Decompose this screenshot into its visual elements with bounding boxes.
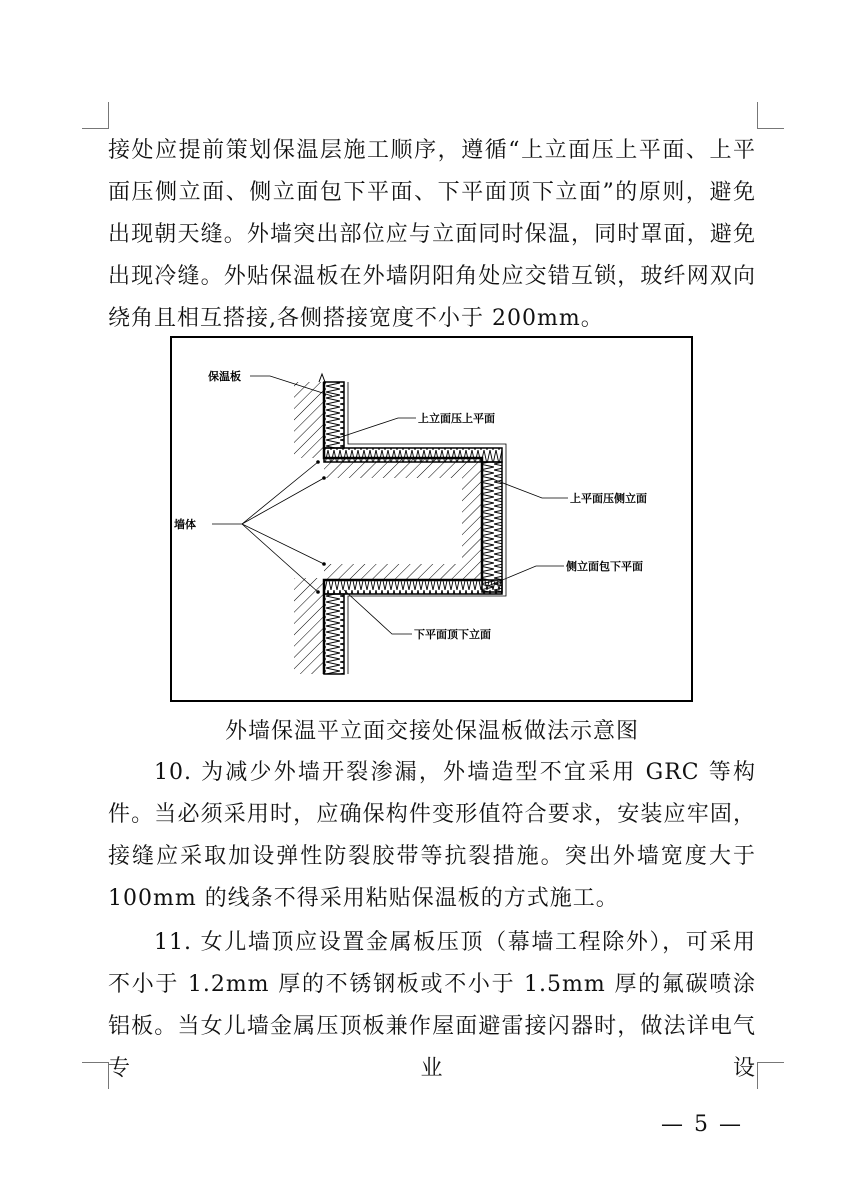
- leader-upper-vertical: [338, 418, 416, 438]
- leader-wall-1: [212, 462, 318, 524]
- page-number: — 5 —: [661, 1112, 743, 1137]
- crop-mark-top-left: [82, 102, 109, 129]
- label-wall-body: 墙体: [174, 518, 196, 531]
- break-mark: [319, 374, 325, 382]
- label-upper-horizontal: 上平面压侧立面: [570, 492, 647, 505]
- label-side-vertical: 侧立面包下平面: [566, 560, 643, 573]
- leader-wall-3: [242, 524, 324, 564]
- insulation-upper-horizontal: [324, 448, 502, 462]
- wall-hatch-upper: [294, 382, 324, 458]
- crop-mark-top-right: [757, 102, 784, 129]
- insulation-lower-horizontal: [324, 580, 502, 594]
- crop-mark-bottom-left: [82, 1062, 109, 1089]
- crop-mark-bottom-right: [757, 1062, 784, 1089]
- insulation-lower-vertical: [324, 594, 344, 674]
- projection-hatch: [324, 458, 482, 580]
- insulation-upper-vertical: [324, 382, 344, 448]
- leader-lower-horizontal: [344, 590, 412, 634]
- paragraph-item-11: 11. 女儿墙顶应设置金属板压顶（幕墙工程除外），可采用不小于 1.2mm 厚的不锈钢板或不小于 1.5mm 厚的氟碳喷涂铝板。当女儿墙金属压顶板兼作屋面避雷接闪器时，做法详电气专业设: [108, 930, 756, 1081]
- leader-wall-2: [242, 478, 324, 524]
- paragraph-item-10: 10. 为减少外墙开裂渗漏，外墙造型不宜采用 GRC 等构件。当必须采用时，应确保构件变形值符合要求，安装应牢固，接缝应采取加设弹性防裂胶带等抗裂措施。突出外墙宽度大于 100mm 的线条不得采用粘贴保温板的方式施工。: [108, 760, 756, 911]
- paragraph-construction-sequence: 接处应提前策划保温层施工顺序，遵循“上立面压上平面、上平面压侧立面、侧立面包下平面、下平面顶下立面”的原则，避免出现朝天缝。外墙突出部位应与立面同时保温，同时罩面，避免出现冷缝。外贴保温板在外墙阴阳角处应交错互锁，玻纤网双向绕角且相互搭接,各侧搭接宽度不小于 200mm。: [108, 138, 756, 331]
- label-lower-horizontal: 下平面顶下立面: [414, 628, 491, 641]
- figure-caption: 外墙保温平立面交接处保温板做法示意图: [224, 719, 639, 744]
- insulation-junction-figure: [170, 336, 693, 702]
- label-upper-vertical: 上立面压上平面: [418, 412, 495, 425]
- label-insulation-board: 保温板: [208, 370, 241, 383]
- leader-wall-4: [242, 524, 318, 592]
- insulation-diagram: [172, 338, 691, 700]
